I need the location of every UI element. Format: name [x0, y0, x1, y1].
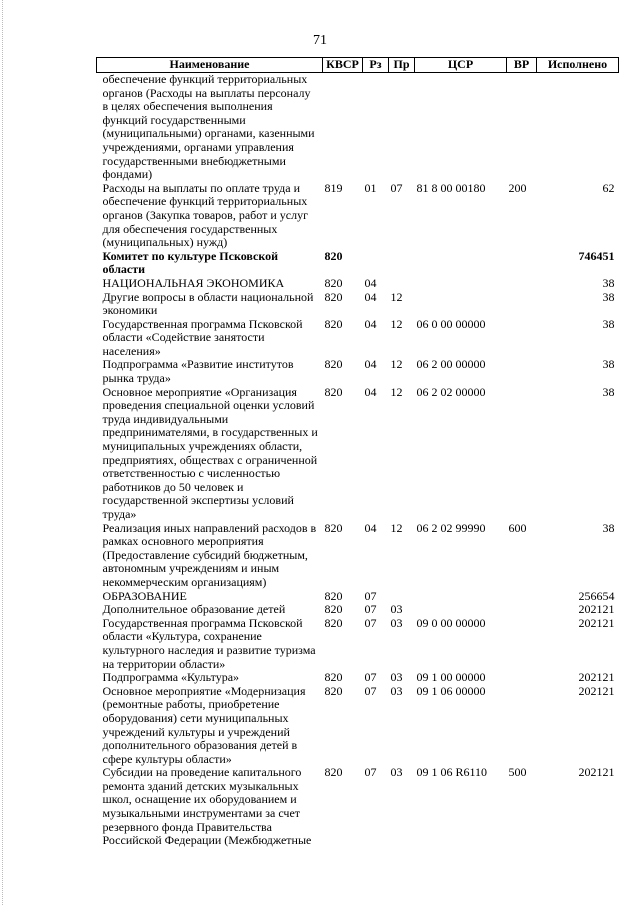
- cell-pr: [389, 277, 415, 291]
- cell-pr: 03: [390, 765, 403, 780]
- header-pr: Пр: [389, 58, 415, 73]
- table-row: [97, 617, 619, 671]
- cell-csr: [415, 291, 507, 318]
- cell-vr: [507, 291, 537, 318]
- cell-name: Реализация иных направлений расходов в рамках основного мероприятия (Предоставление субсидий бюджетным, автономным учреждениям и иным некоммерческим организациям): [102, 520, 317, 589]
- cell-vr: [507, 318, 537, 359]
- cell-csr: 06 2 02 00000: [416, 384, 486, 399]
- cell-ispolneno: 38: [602, 357, 615, 372]
- cell-rz: 07: [364, 670, 377, 685]
- cell-rz: 04: [364, 357, 377, 372]
- cell-rz: [363, 250, 389, 277]
- cell-pr: 03: [390, 602, 403, 617]
- cell-rz: [363, 73, 389, 182]
- cell-name: Подпрограмма «Развитие институтов рынка труда»: [102, 357, 294, 386]
- cell-pr: [389, 73, 415, 182]
- cell-kvsr: 820: [324, 275, 343, 290]
- cell-kvsr: 820: [324, 683, 343, 698]
- cell-csr: [415, 73, 507, 182]
- cell-ispolneno: 38: [602, 316, 615, 331]
- table-row: [97, 277, 619, 291]
- cell-vr: [507, 590, 537, 604]
- table-row: [97, 386, 619, 522]
- header-kvsr: КВСР: [323, 58, 363, 73]
- cell-rz: 07: [364, 615, 377, 630]
- cell-kvsr: 820: [324, 520, 343, 535]
- cell-pr: 12: [390, 316, 403, 331]
- cell-name: Комитет по культуре Псковской области: [102, 248, 279, 277]
- cell-kvsr: 820: [324, 670, 343, 685]
- cell-csr: 81 8 00 00180: [416, 180, 486, 195]
- header-ispolneno: Исполнено: [537, 58, 619, 73]
- cell-name: Основное мероприятие «Модернизация (ремонтные работы, приобретение оборудования) сети муниципальных учреждений культуры и учреждений дополнительного образования детей в сфере культуры области»: [102, 683, 306, 766]
- cell-vr: [507, 277, 537, 291]
- cell-kvsr: 820: [324, 765, 343, 780]
- cell-name: Государственная программа Псковской области «Содействие занятости населения»: [102, 316, 303, 358]
- cell-rz: 04: [364, 289, 377, 304]
- table-row: [97, 766, 619, 848]
- cell-pr: 03: [390, 683, 403, 698]
- cell-vr: [507, 603, 537, 617]
- cell-ispolneno: [537, 73, 619, 182]
- cell-pr: 07: [390, 180, 403, 195]
- cell-csr: 06 2 02 99990: [416, 520, 486, 535]
- cell-kvsr: 820: [324, 602, 343, 617]
- cell-rz: 04: [364, 520, 377, 535]
- cell-kvsr: 820: [324, 289, 343, 304]
- cell-csr: 09 1 06 00000: [416, 683, 486, 698]
- cell-csr: 09 1 00 00000: [416, 670, 486, 685]
- cell-vr: [507, 671, 537, 685]
- cell-name: ОБРАЗОВАНИЕ: [102, 588, 187, 603]
- cell-pr: 12: [390, 289, 403, 304]
- table-body: [97, 73, 619, 848]
- cell-pr: [389, 250, 415, 277]
- cell-pr: 12: [390, 357, 403, 372]
- table-row: [97, 291, 619, 318]
- cell-kvsr: 820: [324, 384, 343, 399]
- cell-ispolneno: 746451: [578, 248, 615, 263]
- budget-table: [96, 57, 619, 848]
- scan-edge-line: [2, 0, 4, 905]
- cell-csr: 06 0 00 00000: [416, 316, 486, 331]
- cell-name: Дополнительное образование детей: [102, 602, 286, 617]
- cell-ispolneno: 202121: [578, 602, 615, 617]
- cell-ispolneno: 202121: [578, 615, 615, 630]
- cell-name: Субсидии на проведение капитального ремонта зданий детских музыкальных школ, оснащение их оборудованием и музыкальными инструментами за счет резервного фонда Правительства Российской Федерации (Межбюджетные: [102, 765, 312, 848]
- cell-ispolneno: 38: [602, 384, 615, 399]
- page-number: 71: [313, 33, 327, 48]
- cell-vr: [507, 386, 537, 522]
- table-row: [97, 603, 619, 617]
- cell-kvsr: 819: [324, 180, 343, 195]
- table-row: [97, 182, 619, 250]
- header-vr: ВР: [507, 58, 537, 73]
- cell-pr: 03: [390, 670, 403, 685]
- table-row: [97, 250, 619, 277]
- cell-csr: [415, 603, 507, 617]
- table-row: [97, 318, 619, 359]
- header-csr: ЦСР: [415, 58, 507, 73]
- cell-vr: [507, 685, 537, 767]
- cell-name: Расходы на выплаты по оплате труда и обеспечение функций территориальных органов (Закупка товаров, работ и услуг для обеспечения государственных (муниципальных) нужд): [102, 180, 308, 250]
- cell-vr: 200: [508, 180, 527, 195]
- cell-csr: 09 1 06 R6110: [416, 765, 488, 780]
- cell-csr: [415, 590, 507, 604]
- cell-name: Подпрограмма «Культура»: [102, 670, 240, 685]
- cell-ispolneno: 202121: [578, 683, 615, 698]
- cell-vr: [507, 250, 537, 277]
- cell-rz: 07: [364, 765, 377, 780]
- cell-ispolneno: 38: [602, 289, 615, 304]
- table-row: [97, 671, 619, 685]
- cell-name: Основное мероприятие «Организация проведения специальной оценки условий труда индивидуальными предпринимателями, в государственных и муниципальных учреждениях области, предприятиях, обществах с ограниченной ответственностью с численностью работников до 50 человек и государственной экспертизы условий труда»: [102, 384, 318, 521]
- cell-csr: 09 0 00 00000: [416, 615, 486, 630]
- header-name: Наименование: [97, 58, 323, 73]
- table-row: [97, 73, 619, 182]
- cell-vr: 600: [508, 520, 527, 535]
- cell-kvsr: [323, 73, 363, 182]
- cell-pr: 12: [390, 384, 403, 399]
- budget-table-container: [96, 57, 618, 848]
- cell-rz: 01: [364, 180, 377, 195]
- cell-name: обеспечение функций территориальных органов (Расходы на выплаты персоналу в целях обеспечения выполнения функций государственными (муниципальными) органами, казенными учреждениями, органами управления государственными внебюджетными фондами): [102, 72, 315, 182]
- cell-ispolneno: 38: [602, 520, 615, 535]
- cell-pr: [389, 590, 415, 604]
- cell-csr: [415, 277, 507, 291]
- cell-name: Другие вопросы в области национальной экономики: [102, 289, 314, 318]
- cell-name: НАЦИОНАЛЬНАЯ ЭКОНОМИКА: [102, 275, 285, 290]
- table-row: [97, 358, 619, 385]
- cell-kvsr: 820: [324, 316, 343, 331]
- cell-name: Государственная программа Псковской области «Культура, сохранение культурного наследия и развитие туризма на территории области»: [102, 615, 316, 671]
- cell-csr: [415, 250, 507, 277]
- cell-pr: 03: [390, 615, 403, 630]
- cell-kvsr: 820: [324, 615, 343, 630]
- cell-ispolneno: 38: [602, 275, 615, 290]
- cell-rz: 04: [364, 275, 377, 290]
- cell-rz: 04: [364, 384, 377, 399]
- cell-pr: 12: [390, 520, 403, 535]
- cell-rz: 07: [364, 588, 377, 603]
- cell-rz: 07: [364, 683, 377, 698]
- cell-vr: [507, 617, 537, 671]
- cell-kvsr: 820: [324, 357, 343, 372]
- cell-kvsr: 820: [324, 588, 343, 603]
- table-row: [97, 522, 619, 590]
- cell-rz: 04: [364, 316, 377, 331]
- cell-rz: 07: [364, 602, 377, 617]
- header-rz: Рз: [363, 58, 389, 73]
- table-row: [97, 685, 619, 767]
- cell-ispolneno: 202121: [578, 765, 615, 780]
- table-row: [97, 590, 619, 604]
- table-header-row: [97, 58, 619, 73]
- cell-ispolneno: 202121: [578, 670, 615, 685]
- cell-ispolneno: 256654: [578, 588, 615, 603]
- cell-csr: 06 2 00 00000: [416, 357, 486, 372]
- cell-ispolneno: 62: [602, 180, 615, 195]
- cell-vr: 500: [508, 765, 527, 780]
- cell-vr: [507, 73, 537, 182]
- cell-vr: [507, 358, 537, 385]
- cell-kvsr: 820: [324, 248, 343, 263]
